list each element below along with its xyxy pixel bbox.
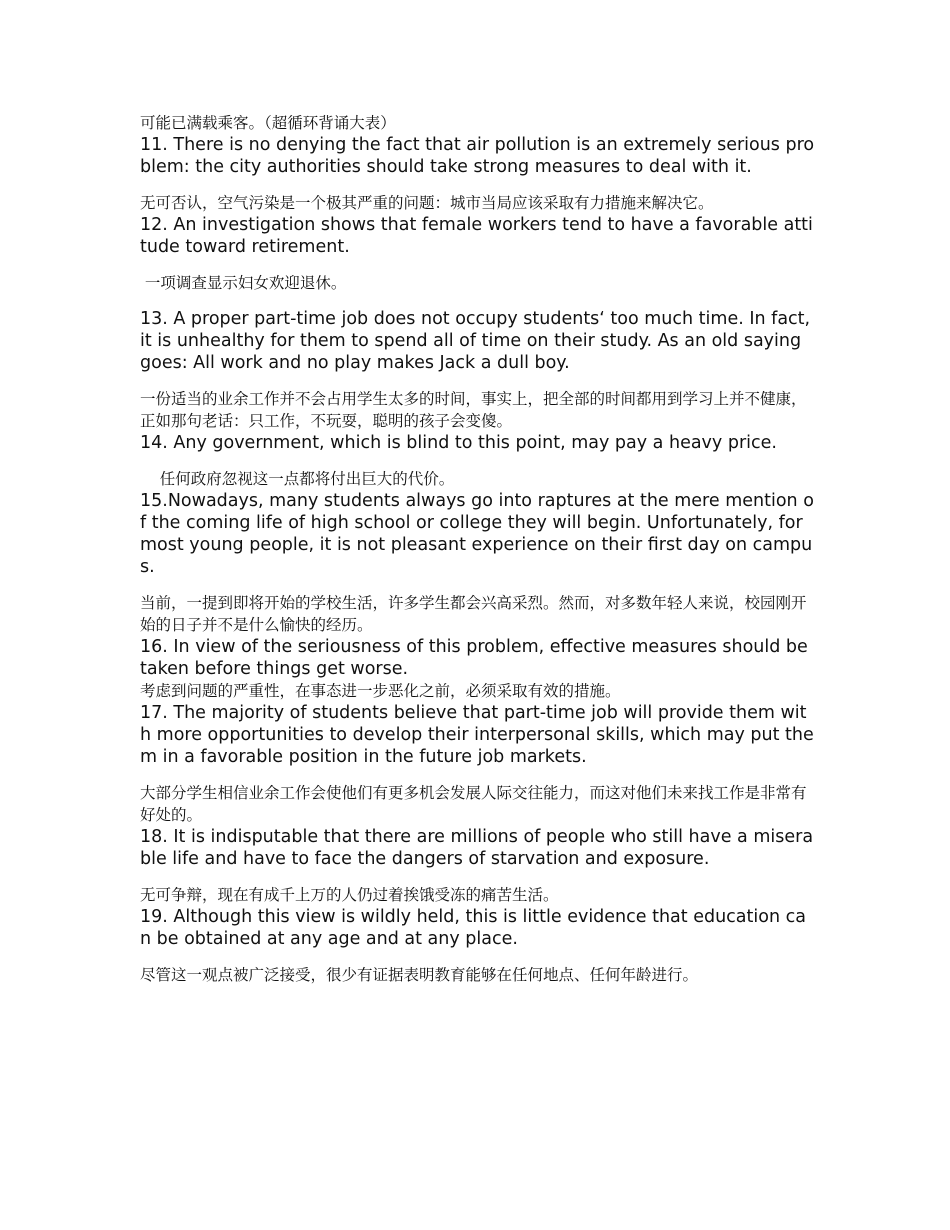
spacer — [140, 178, 815, 192]
spacer — [140, 294, 815, 308]
sentence-15-english: 15.Nowadays, many students always go into raptures at the mere mention of the coming life of high school or college they will begin. Unfortunately, for most young people, it is not pleasant experience on their first day on campus. — [140, 491, 814, 577]
sentence-13-english: 13. A proper part-time job does not occupy students‘ too much time. In fact, it is unhealthy for them to spend all of time on their study. As an old saying goes: All work and no play makes Jack a dull boy. — [140, 309, 811, 373]
sentence-12-chinese: 一项调查显示妇女欢迎退休。 — [140, 274, 347, 292]
sentence-12-english: 12. An investigation shows that female workers tend to have a favorable attitude toward retirement. — [140, 215, 813, 257]
sentence-14-english: 14. Any government, which is blind to this point, may pay a heavy price. — [140, 433, 777, 453]
sentence-11-chinese: 无可否认，空气污染是一个极其严重的问题：城市当局应该采取有力措施来解决它。 — [140, 194, 714, 212]
sentence-17-english: 17. The majority of students believe that part-time job will provide them with more opportunities to develop their interpersonal skills, which may put them in a favorable position in the future job markets. — [140, 703, 814, 767]
sentence-17-chinese: 大部分学生相信业余工作会使他们有更多机会发展人际交往能力，而这对他们未来找工作是非常有好处的。 — [140, 784, 807, 824]
sentence-16-english: 16. In view of the seriousness of this problem, effective measures should be taken before things get worse. — [140, 637, 808, 679]
sentence-19-chinese: 尽管这一观点被广泛接受，很少有证据表明教育能够在任何地点、任何年龄进行。 — [140, 966, 699, 984]
sentence-16-chinese: 考虑到问题的严重性，在事态进一步恶化之前，必须采取有效的措施。 — [140, 682, 621, 700]
document-page — [140, 112, 815, 986]
intro-chinese-line: 可能已满载乘客。（超循环背诵大表） — [140, 114, 396, 132]
sentence-19-english: 19. Although this view is wildly held, this is little evidence that education can be obtained at any age and at any place. — [140, 907, 806, 949]
spacer — [140, 454, 815, 468]
spacer — [140, 768, 815, 782]
sentence-18-chinese: 无可争辩，现在有成千上万的人仍过着挨饿受冻的痛苦生活。 — [140, 886, 559, 904]
spacer — [140, 374, 815, 388]
spacer — [140, 950, 815, 964]
sentence-14-chinese: 任何政府忽视这一点都将付出巨大的代价。 — [140, 470, 455, 488]
spacer — [140, 578, 815, 592]
sentence-11-english: 11. There is no denying the fact that air pollution is an extremely serious problem: the city authorities should take strong measures to deal with it. — [140, 135, 815, 177]
spacer — [140, 258, 815, 272]
sentence-15-chinese: 当前，一提到即将开始的学校生活，许多学生都会兴高采烈。然而，对多数年轻人来说，校园刚开始的日子并不是什么愉快的经历。 — [140, 594, 807, 634]
sentence-13-chinese: 一份适当的业余工作并不会占用学生太多的时间，事实上，把全部的时间都用到学习上并不健康，正如那句老话：只工作，不玩耍，聪明的孩子会变傻。 — [140, 390, 807, 430]
sentence-18-english: 18. It is indisputable that there are millions of people who still have a miserable life and have to face the dangers of starvation and exposure. — [140, 827, 814, 869]
spacer — [140, 870, 815, 884]
